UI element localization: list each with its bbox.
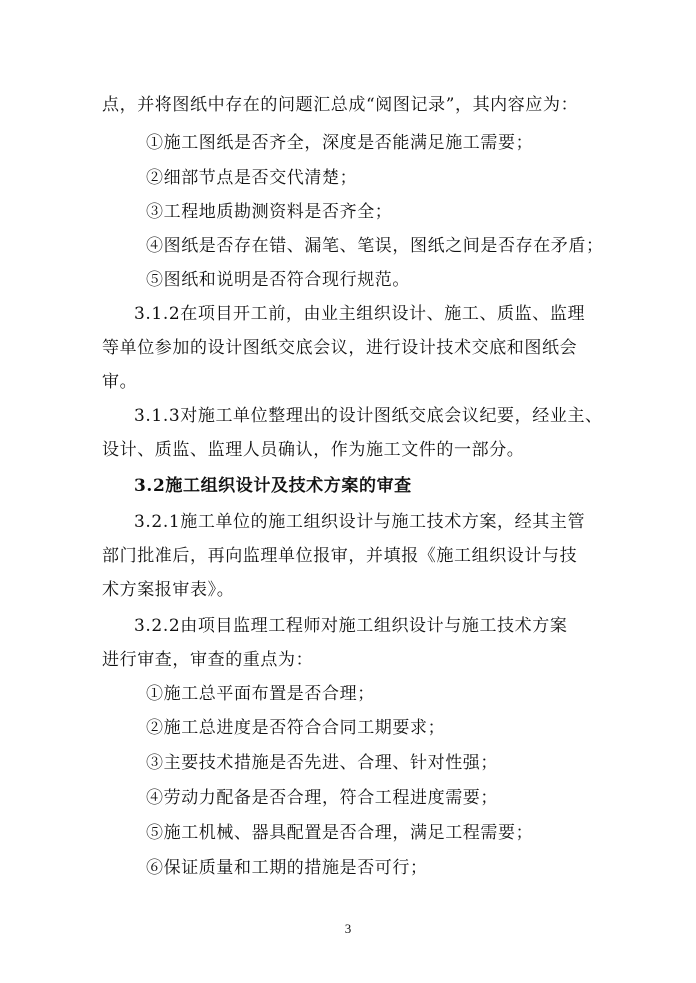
paragraph-line: 术方案报审表》。 bbox=[102, 580, 235, 600]
paragraph-line: 部门批准后，再向监理单位报审，并填报《施工组织设计与技 bbox=[102, 546, 578, 566]
list-item: ⑤施工机械、器具配置是否合理，满足工程需要； bbox=[146, 823, 534, 843]
list-item: ⑥保证质量和工期的措施是否可行； bbox=[146, 858, 428, 878]
paragraph-line: 进行审查，审查的重点为： bbox=[102, 650, 314, 670]
list-item: ③工程地质勘测资料是否齐全； bbox=[146, 202, 393, 222]
list-item: ①施工总平面布置是否合理； bbox=[146, 684, 375, 704]
page-number: 3 bbox=[344, 921, 352, 936]
list-item: ②细部节点是否交代清楚； bbox=[146, 168, 358, 188]
paragraph-line: 3.2.2由项目监理工程师对施工组织设计与施工技术方案 bbox=[134, 616, 568, 636]
list-item: ②施工总进度是否符合合同工期要求； bbox=[146, 718, 446, 738]
paragraph-line: 设计、质监、监理人员确认，作为施工文件的一部分。 bbox=[102, 440, 525, 460]
paragraph-line: 等单位参加的设计图纸交底会议，进行设计技术交底和图纸会 bbox=[102, 338, 578, 358]
list-item: ⑤图纸和说明是否符合现行规范。 bbox=[146, 270, 410, 290]
paragraph-line: 3.1.2在项目开工前，由业主组织设计、施工、质监、监理 bbox=[134, 304, 586, 324]
paragraph-line: 3.2.1施工单位的施工组织设计与施工技术方案，经其主管 bbox=[134, 512, 586, 532]
paragraph-line: 点，并将图纸中存在的问题汇总成“阅图记录”，其内容应为： bbox=[102, 95, 579, 115]
list-item: ④劳动力配备是否合理，符合工程进度需要； bbox=[146, 788, 498, 808]
paragraph-line: 3.1.3对施工单位整理出的设计图纸交底会议纪要，经业主、 bbox=[134, 406, 603, 426]
list-item: ④图纸是否存在错、漏笔、笔误，图纸之间是否存在矛盾； bbox=[146, 236, 604, 256]
section-heading: 3.2施工组织设计及技术方案的审查 bbox=[134, 476, 412, 496]
list-item: ③主要技术措施是否先进、合理、针对性强； bbox=[146, 753, 498, 773]
list-item: ①施工图纸是否齐全，深度是否能满足施工需要； bbox=[146, 133, 534, 153]
paragraph-line: 审。 bbox=[102, 372, 138, 392]
